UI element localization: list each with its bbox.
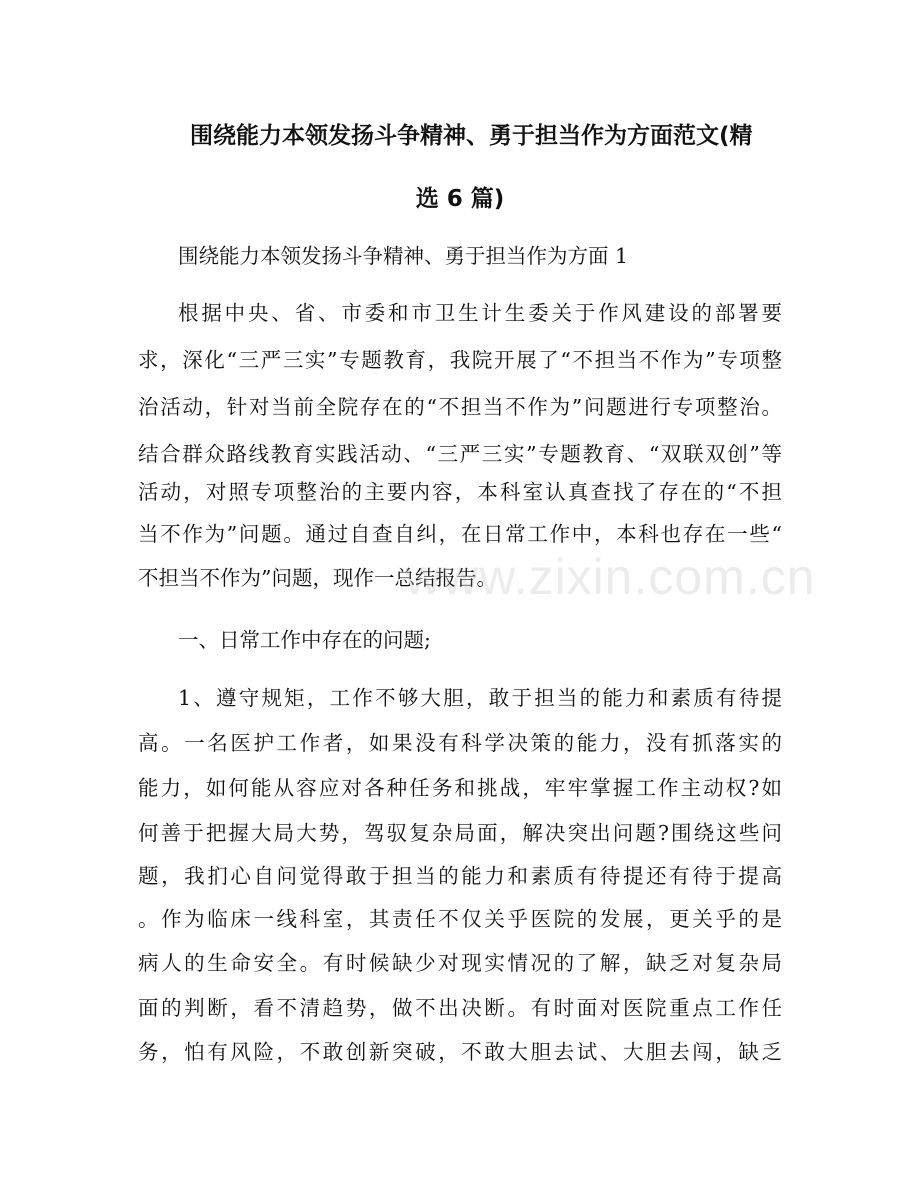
watermark: www.zixin.com.cn (405, 549, 816, 605)
paragraph-line: 。作为临床一线科室，其责任不仅关乎医院的发展，更关乎的是 (138, 907, 782, 931)
paragraph-line: 能力，如何能从容应对各种任务和挑战，牢牢掌握工作主动权?如 (138, 776, 782, 800)
paragraph-line: 何善于把握大局大势，驾驭复杂局面，解决突出问题?围绕这些问 (138, 821, 782, 845)
section-heading: 一、日常工作中存在的问题; (178, 628, 431, 652)
paragraph-line: 活动，对照专项整治的主要内容，本科室认真查找了存在的“不担 (138, 480, 782, 504)
paragraph-line: 高。一名医护工作者，如果没有科学决策的能力，没有抓落实的 (138, 731, 782, 755)
paragraph-line: 求，深化“三严三实”专题教育，我院开展了“不担当不作为”专项整 (138, 348, 782, 372)
paragraph-line: 根据中央、省、市委和市卫生计生委关于作风建设的部署要 (178, 301, 782, 325)
paragraph-line: 1、遵守规矩，工作不够大胆，敢于担当的能力和素质有待提 (178, 686, 782, 710)
paragraph-line: 结合群众路线教育实践活动、“三严三实”专题教育、“双联双创”等 (138, 442, 782, 466)
paragraph-line: 治活动，针对当前全院存在的“不担当不作为”问题进行专项整治。 (138, 395, 782, 419)
paragraph-line: 不担当不作为”问题，现作一总结报告。 (138, 566, 497, 590)
paragraph-line: 面的判断，看不清趋势，做不出决断。有时面对医院重点工作任 (138, 996, 782, 1020)
section-heading: 围绕能力本领发扬斗争精神、勇于担当作为方面 1 (178, 244, 629, 268)
paragraph-line: 务，怕有风险，不敢创新突破，不敢大胆去试、大胆去闯，缺乏 (138, 1040, 782, 1064)
paragraph-line: 病人的生命安全。有时候缺少对现实情况的了解，缺乏对复杂局 (138, 951, 782, 975)
paragraph-line: 当不作为”问题。通过自查自纠，在日常工作中，本科也存在一些“ (138, 522, 782, 546)
paragraph-line: 题，我扪心自问觉得敢于担当的能力和素质有待提还有待于提高 (138, 864, 782, 888)
document-title-line1: 围绕能力本领发扬斗争精神、勇于担当作为方面范文(精 (190, 123, 753, 149)
document-title-line2: 选 6 篇) (415, 186, 505, 212)
